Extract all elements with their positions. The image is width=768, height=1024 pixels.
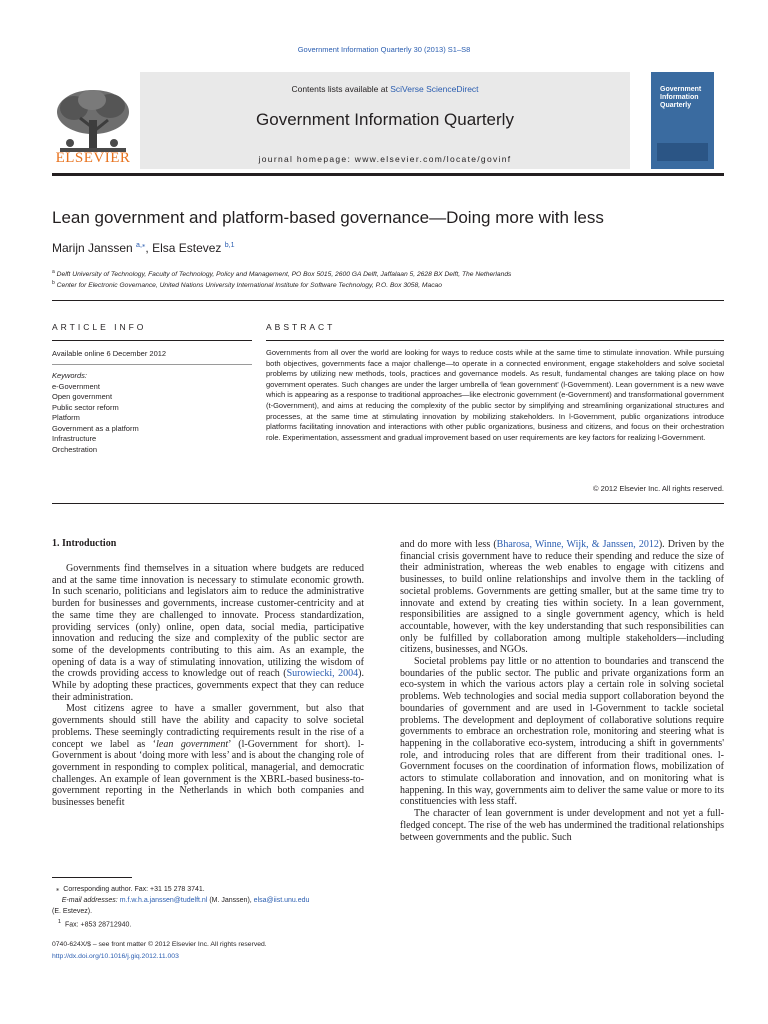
cover-title: Government Information Quarterly bbox=[660, 86, 702, 109]
keywords-block bbox=[52, 371, 252, 455]
footnote-fax bbox=[52, 917, 388, 930]
keyword: Infrastructure bbox=[52, 434, 97, 443]
abstract-bottom-rule bbox=[52, 503, 724, 504]
journal-cover[interactable] bbox=[651, 72, 714, 169]
keywords-rule bbox=[52, 364, 252, 365]
author-name: Elsa Estevez bbox=[152, 241, 222, 255]
available-online: Available online 6 December 2012 bbox=[52, 349, 167, 358]
header-rule bbox=[52, 173, 724, 176]
journal-reference[interactable]: Government Information Quarterly 30 (2013) S1–S8 bbox=[297, 45, 471, 54]
author-separator: , bbox=[145, 241, 153, 255]
body-paragraph bbox=[400, 539, 724, 656]
email-link[interactable]: elsa@iist.unu.edu bbox=[253, 897, 310, 904]
affiliation-text: Center for Electronic Governance, United Nations University International Institute for Software Technology, P.O. Box 3058, Macao bbox=[56, 282, 442, 290]
journal-homepage[interactable]: journal homepage: www.elsevier.com/locate/govinf bbox=[258, 154, 512, 164]
affiliation-text: Delft University of Technology, Faculty of Technology, Policy and Management, PO Box 5015, 2600 GA Delft, Jaffalaan 5, 2628 BX Delft, The Netherlands bbox=[56, 271, 512, 279]
email-label: E-mail addresses: bbox=[61, 897, 118, 904]
article-info-rule bbox=[52, 340, 252, 341]
author-list bbox=[52, 241, 235, 255]
keyword: Open government bbox=[52, 392, 113, 401]
footnote-rule bbox=[52, 877, 132, 878]
body-text: Most citizens agree to have a smaller government, but also that governments should still have the ability and capacity to solve societal problems. These seemingly contradicting requirements result in the rise of a concept we label as ‘ bbox=[52, 703, 364, 750]
keyword: Government as a platform bbox=[52, 423, 139, 433]
body-paragraph: Societal problems pay little or no attention to boundaries and transcend the boundaries of the public sector. The public and private organizations form an eco-system in which the various actors play a certain role in solving societal problems. Web technologies and social media support collaboration beyond the boundaries of government and are used in l-Government to tackle societal problems. The development and deployment of collaborative solutions require governments to embrace an orchestration role, monitoring and steering what is happening in the collaborative eco-system, introducing a shift in governments' role, and introducing roles that are different from their traditional ones. l-Government focuses on the coordination of information flows, mobilization of actors to stimulate collaboration and innovation, and on monitoring what is happening. In this way, governments aim to deliver the same value or more to its constituencies with less staff. bbox=[400, 656, 724, 808]
cover-decoration bbox=[657, 143, 708, 161]
citation-link[interactable]: Surowiecki, 2004 bbox=[286, 668, 359, 680]
affiliation-b bbox=[52, 280, 732, 289]
keyword: Platform bbox=[52, 413, 80, 422]
body-text: Governments find themselves in a situation where budgets are reduced and at the same time innovation is necessary to stimulate economic growth. In such scenario, politicians and legislators aim to reduce the administrative burden for businesses and governments, increase customer-centricity and at the same time they are challenged to innovate. Process standardization, providing services (only) online, open data, social media, participative innovation and reducing the size and complexity of the public sector are some of the developments contributing to this aim. As an example, the opening of data is a way of stimulating innovation, utilizing the wisdom of the crowds providing access to knowledge out of reach ( bbox=[52, 563, 364, 680]
footnote-corresponding bbox=[52, 884, 388, 895]
footnote-text: Corresponding author. Fax: +31 15 278 3741. bbox=[63, 886, 205, 893]
abstract-rule bbox=[266, 340, 724, 341]
abstract-copyright: © 2012 Elsevier Inc. All rights reserved. bbox=[592, 484, 724, 493]
body-right-column bbox=[400, 539, 724, 843]
body-text: ). Driven by the financial crisis government have to reduce their spending and reduce the size of their administration, whereas the web enables to engage with citizens and businesses, to build online relationships and involve them in the tackling of societal problems. Governments are getting smaller, but at the same time try to innovate and extend by creating ties within society. In a lean government, responsibilities are assigned to a single government agency, which is held accountable, however, with the key understanding that such responsibilities can only be fulfilled by collaboration among multiple stakeholders—including citizens, businesses, and NGOs. bbox=[400, 539, 725, 656]
email-link[interactable]: m.f.w.h.a.janssen@tudelft.nl bbox=[119, 897, 208, 904]
abstract-text: Governments from all over the world are looking for ways to reduce costs while at the same time to stimulate innovation. While pursuing both objectives, governments face a major challenge—to operate in a connected environment, engage stakeholders and solve societal problems by utilizing new methods, tools, practices and governance models. As result, fundamental changes are taking place on how government operates. Such changes are under the larger umbrella of ‘lean government’ (l-Government). Lean government is a new wave which is appearing as a response to traditional approaches—like electronic government (e-Government) and transformational government (t-Government), and aims at reducing the complexity of the public sector by simplifying and streamlining organizational structures and processes, at the same time at stimulating innovation by mobilizing stakeholders. In l-Government, public organizations introduce platforms facilitating innovation and interactions with other public organizations, business and citizens, and focus on their orchestration role. Experimentation, assessment and gradual improvement based on user requirements are key factors for realizing l-Government. bbox=[266, 348, 724, 442]
affiliation-mark: a bbox=[52, 269, 55, 275]
section-heading-introduction: 1. Introduction bbox=[52, 538, 117, 549]
issn-line: 0740-624X/$ – see front matter © 2012 Elsevier Inc. All rights reserved. bbox=[52, 941, 267, 948]
body-paragraph: The character of lean government is under development and not yet a full-fledged concept. The rise of the web has undermined the traditional relationships between governments and the public. Such bbox=[400, 808, 724, 843]
author-marks[interactable]: b,1 bbox=[224, 242, 235, 249]
body-paragraph bbox=[52, 563, 364, 703]
emphasis-text: lean government bbox=[156, 738, 229, 750]
bottom-meta bbox=[52, 939, 392, 962]
footnote-text: (M. Janssen), bbox=[207, 897, 254, 904]
footnote-emails bbox=[52, 895, 388, 906]
article-info-heading: ARTICLE INFO bbox=[52, 322, 147, 332]
keyword: e-Government bbox=[52, 381, 100, 391]
author-marks[interactable]: a,⁎ bbox=[136, 242, 146, 249]
affiliation-a bbox=[52, 269, 732, 278]
doi-link[interactable]: http://dx.doi.org/10.1016/j.giq.2012.11.003 bbox=[52, 952, 179, 960]
footnote-mark: 1 bbox=[57, 919, 62, 925]
footnotes bbox=[52, 884, 388, 930]
body-left-column bbox=[52, 563, 364, 809]
body-paragraph bbox=[52, 703, 364, 808]
contents-line bbox=[140, 84, 630, 94]
contents-prefix: Contents lists available at bbox=[291, 84, 391, 94]
footnote-mark: ⁎ bbox=[55, 886, 60, 893]
body-text: ’ (l-Government for short). l-Government is about ‘doing more with less’ and is about the changing role of government in responding to complex political, managerial, and democratic challenges. An example of lean government is the XBRL-based business-to-government reporting in the Netherlands in which both companies and businesses benefit bbox=[52, 738, 364, 809]
keywords-label: Keywords: bbox=[52, 371, 88, 380]
footnote-emails-cont: (E. Estevez). bbox=[52, 908, 93, 915]
affiliation-mark: b bbox=[52, 280, 55, 286]
sciencedirect-link[interactable]: SciVerse ScienceDirect bbox=[390, 84, 479, 94]
elsevier-wordmark: ELSEVIER bbox=[55, 150, 131, 166]
footnote-text: Fax: +853 28712940. bbox=[64, 921, 132, 929]
body-text: and do more with less ( bbox=[400, 539, 497, 550]
keyword: Public sector reform bbox=[52, 402, 119, 412]
affiliation-rule bbox=[52, 300, 724, 301]
paper-title: Lean government and platform-based governance—Doing more with less bbox=[52, 208, 604, 227]
citation-link[interactable]: Bharosa, Winne, Wijk, & Janssen, 2012 bbox=[496, 539, 659, 550]
body-text: ). While by adopting these practices, governments expect that they can reduce their administration. bbox=[52, 668, 364, 703]
keyword: Orchestration bbox=[52, 444, 98, 454]
author-name: Marijn Janssen bbox=[52, 241, 133, 255]
abstract-heading: ABSTRACT bbox=[266, 322, 336, 332]
journal-title: Government Information Quarterly bbox=[256, 110, 514, 129]
